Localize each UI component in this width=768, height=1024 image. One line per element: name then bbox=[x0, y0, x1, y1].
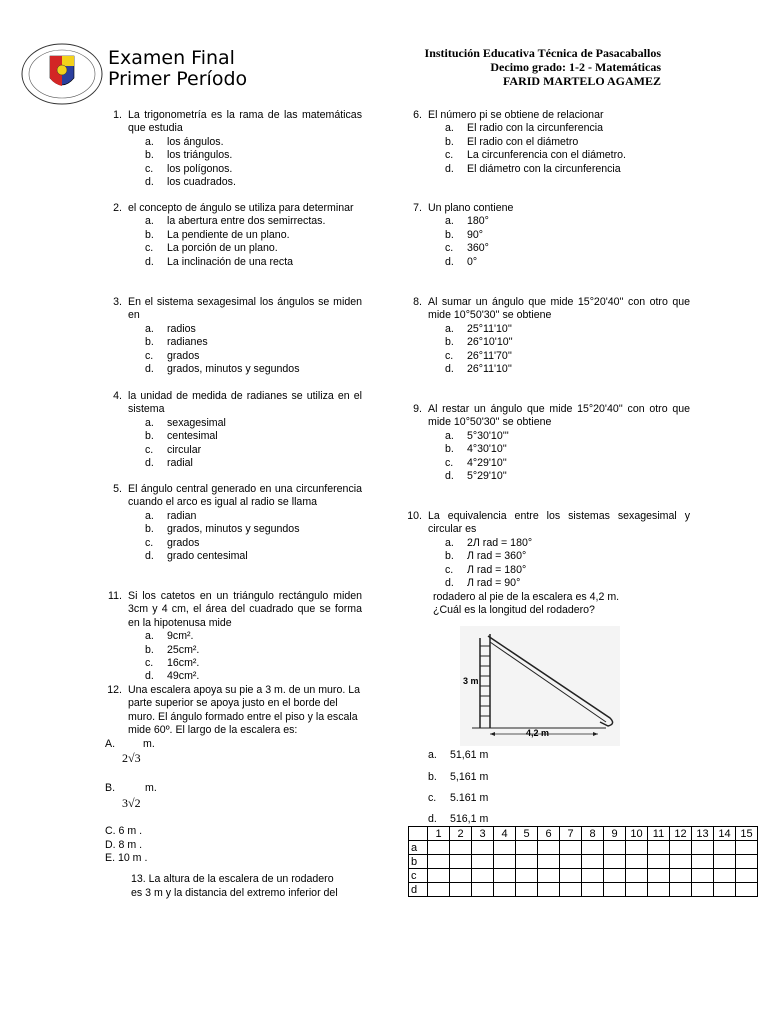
q13-option-a: a. 51,61 m bbox=[428, 749, 489, 761]
exam-title: Examen Final Primer Período bbox=[108, 47, 248, 90]
answer-row-b[interactable]: b bbox=[409, 855, 758, 869]
q13-option-c: c. 5.161 m bbox=[428, 792, 489, 804]
q12-option-a-expr: 2√3 bbox=[122, 751, 141, 765]
school-logo bbox=[20, 42, 104, 106]
answer-table bbox=[408, 826, 758, 897]
answer-row-a[interactable]: a bbox=[409, 841, 758, 855]
answer-row-d[interactable]: d bbox=[409, 883, 758, 897]
answer-row-c[interactable]: c bbox=[409, 869, 758, 883]
q13-line-2: es 3 m y la distancia del extremo inferior del bbox=[131, 887, 338, 899]
institution-name: Institución Educativa Técnica de Pasacaballos bbox=[424, 46, 661, 60]
question-5: 5. El ángulo central generado en una circunferencia cuando el arco es igual al radio se llama a. radian b. grados, minutos y segundos c. grados d. grado centesimal bbox=[113, 483, 362, 563]
q13-cont-1: rodadero al pie de la escalera es 4,2 m. bbox=[433, 591, 620, 603]
q12-option-a: A. m. bbox=[105, 738, 155, 750]
question-11: 11. Si los catetos en un triángulo rectángulo miden 3cm y 4 cm, el área del cuadrado que se forma en la hipotenusa mide a. 9cm². b. 25cm². c. 16cm². d. 49cm². bbox=[108, 590, 362, 683]
header-info bbox=[341, 46, 661, 88]
q12-option-c: C. 6 m . bbox=[105, 825, 143, 837]
question-7: 7. Un plano contiene a. 180° b. 90° c. 360° d. 0° bbox=[413, 202, 514, 268]
q12-option-b: B. m. bbox=[105, 782, 157, 794]
q12-option-b-expr: 3√2 bbox=[122, 796, 141, 810]
question-1: 1. La trigonometría es la rama de las matemáticas que estudia a. los ángulos. b. los triángulos. c. los polígonos. d. los cuadrados. bbox=[113, 109, 362, 189]
q13-option-d: d. 516,1 m bbox=[428, 813, 489, 825]
question-4: 4. la unidad de medida de radianes se utiliza en el sistema a. sexagesimal b. centesimal c. circular d. radial bbox=[113, 390, 362, 470]
question-2: 2. el concepto de ángulo se utiliza para determinar a. la abertura entre dos semirrectas. b. La pendiente de un plano. c. La porción de un plano. d. La inclinación de una recta bbox=[113, 202, 354, 268]
q13-option-b: b. 5,161 m bbox=[428, 771, 489, 783]
question-8: 8. Al sumar un ángulo que mide 15°20'40'' con otro que mide 10°50'30'' se obtiene a. 25°11'10'' b. 26°10'10'' c. 26°11'70'' d. 26°11'10'' bbox=[413, 296, 690, 376]
question-10: 10. La equivalencia entre los sistemas sexagesimal y circular es a. 2Л rad = 180° b. Л rad = 360° c. Л rad = 180° d. Л rad = 90° bbox=[407, 510, 690, 590]
question-6: 6. El número pi se obtiene de relacionar a. El radio con la circunferencia b. El radio con el diámetro c. La circunferencia con el diámetro. d. El diámetro con la circunferencia bbox=[413, 109, 626, 175]
question-3: 3. En el sistema sexagesimal los ángulos se miden en a. radios b. radianes c. grados d. grados, minutos y segundos bbox=[113, 296, 362, 376]
q12-option-e: E. 10 m . bbox=[105, 852, 148, 864]
answer-table-header: 1 2 3 4 5 6 7 8 9 10 11 12 13 14 15 bbox=[409, 827, 758, 841]
fig-height-label: 3 m bbox=[463, 676, 479, 686]
teacher-name: FARID MARTELO AGAMEZ bbox=[502, 74, 661, 88]
question-12: 12. Una escalera apoya su pie a 3 m. de un muro. La parte superior se apoya justo en el borde del muro. El ángulo formado entre el piso y la escala mide 60º. El largo de la escalera es: bbox=[107, 684, 361, 737]
grade-subject: Decimo grado: 1-2 - Matemáticas bbox=[490, 60, 661, 74]
question-9: 9. Al restar un ángulo que mide 15°20'40'' con otro que mide 10°50'30'' se obtiene a. 5°30'10''' b. 4°30'10'' c. 4°29'10'' d. 5°29'10'' bbox=[413, 403, 690, 483]
q12-option-d: D. 8 m . bbox=[105, 839, 143, 851]
q13-line-1: 13. La altura de la escalera de un rodadero bbox=[131, 873, 334, 885]
q13-cont-2: ¿Cuál es la longitud del rodadero? bbox=[433, 604, 595, 616]
fig-base-label: 4,2 m bbox=[526, 728, 550, 738]
